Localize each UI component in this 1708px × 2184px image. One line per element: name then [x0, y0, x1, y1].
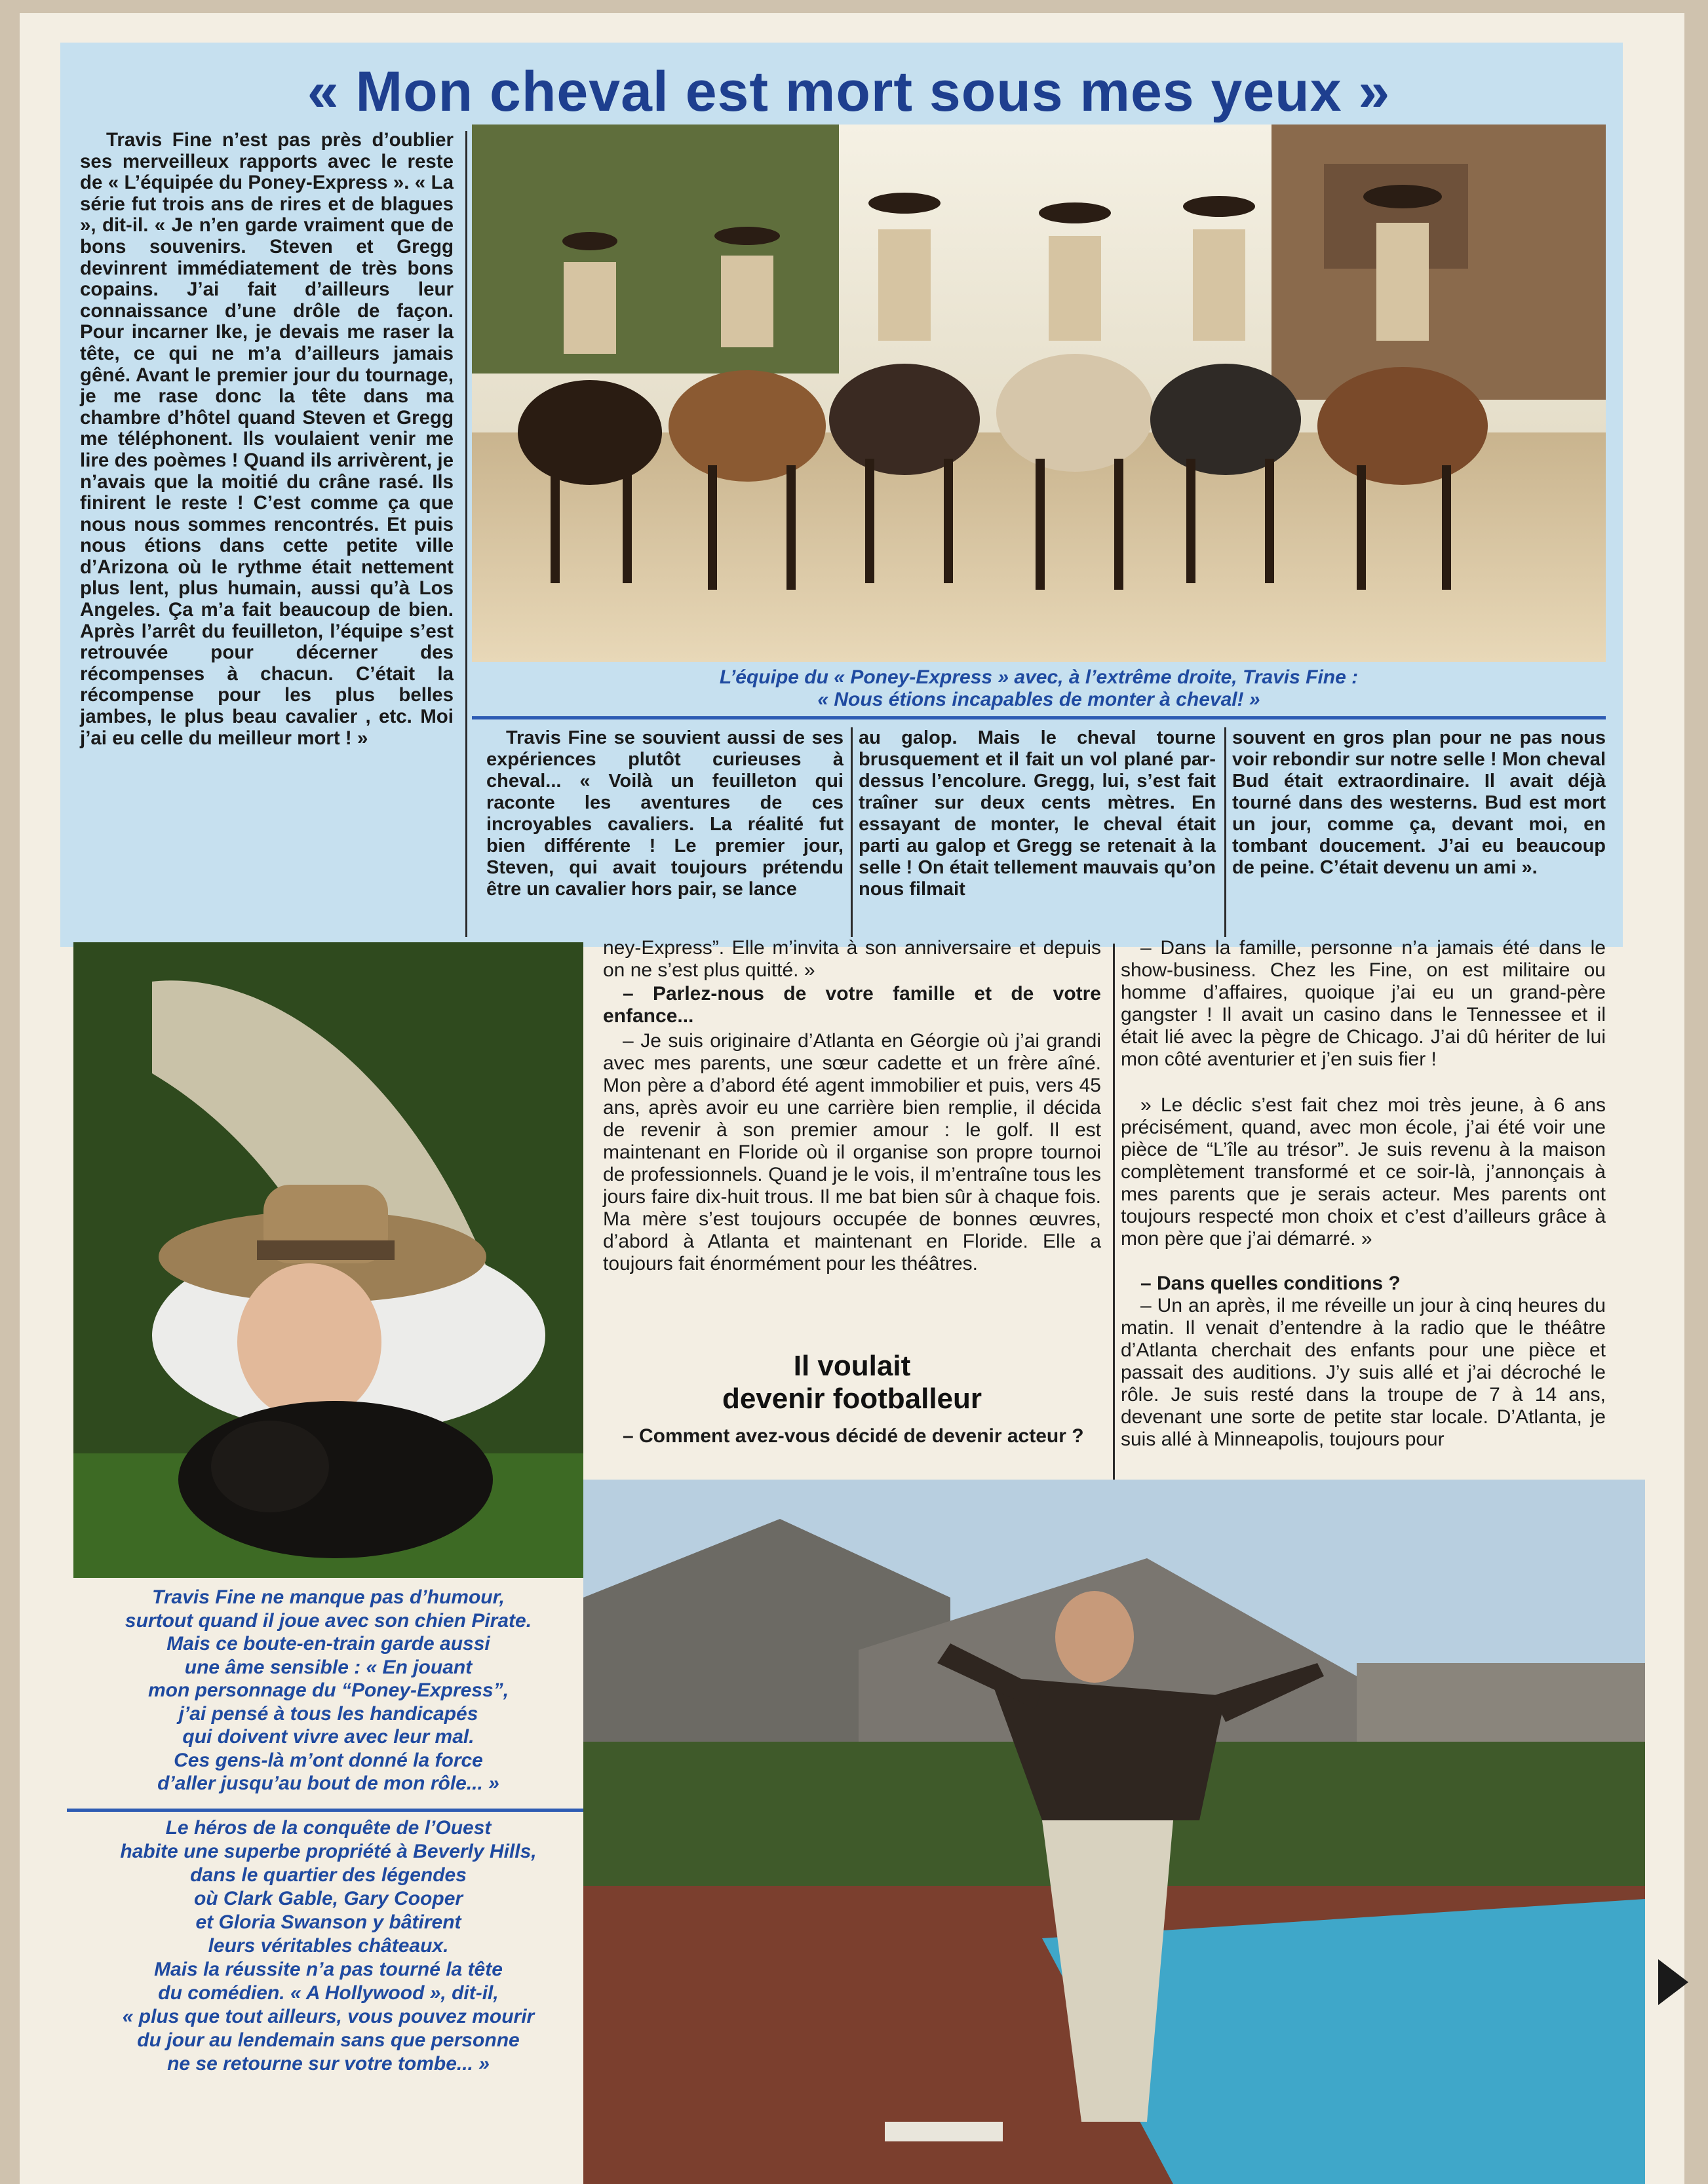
interview-col-b-2: » Le déclic s’est fait chez moi très jeune, à 6 ans précisément, quand, avec mon école, j’ai été voir une pièce de “L’île au trésor”. Je suis revenu à la maison complètement transformé et ce soir-là, j’annonçais à mes parents que je serais acteur. Mes parents ont toujours respecté mon choix et c’est d’ailleurs grâce à mon père que j’ai démarré. »: [1121, 1094, 1606, 1250]
column-divider: [465, 131, 467, 937]
magazine-page: [20, 13, 1684, 2184]
subheading: Il voulait devenir footballeur: [722, 1350, 982, 1415]
caption-rule: [67, 1809, 591, 1812]
interview-col-b-1: – Dans la famille, personne n’a jamais été dans le show-business. Chez les Fine, on est militaire ou homme d’affaires, quoique j’ai eu un grand-père gangster ! Il avait un casino dans le Tennessee et il était lié avec la pègre de Chicago. J’ai dû hériter de lui mon côté aventurier et j’en suis fier !: [1121, 937, 1606, 1070]
horse-story-col-3: souvent en gros plan pour ne pas nous voir rebondir sur notre selle ! Mon cheval Bud était extraordinaire. Il avait déjà tourné dans des westerns. Bud est mort un jour, comme ça, devant moi, en tombant doucement. J’ai eu beaucoup de peine. C’était devenu un ami ».: [1232, 727, 1606, 878]
riders-photo-illustration: [472, 125, 1606, 662]
headline: « Mon cheval est mort sous mes yeux »: [307, 60, 1391, 123]
pool-caption: Le héros de la conquête de l’Ouest habite une superbe propriété à Beverly Hills, dans le quartier des légendes où Clark Gable, Gary Cooper et Gloria Swanson y bâtirent leurs véritables châteaux. Mais la réussite n’a pas tourné la tête du comédien. « A Hollywood », dit-il, « plus que tout ailleurs, vous pouvez mourir du jour au lendemain sans que personne ne se retourne sur votre tombe... »: [120, 1817, 537, 2075]
arrow-right-icon[interactable]: [1658, 1959, 1688, 2005]
column-divider: [851, 727, 853, 937]
intro-column: Travis Fine n’est pas près d’oublier ses merveilleux rapports avec le reste de « L’équipée du Poney-Express ». « La série fut trois ans de rires et de blagues », dit-il. « Je n’en garde vraiment que de bons souvenirs. Steven et Gregg devinrent immédiatement de très bons copains. J’ai fait d’ailleurs leur connaissance d’une drôle de façon. Pour incarner Ike, je devais me raser la tête, ce qui ne m’a d’ailleurs jamais gêné. Avant le premier jour du tournage, je me rase donc la tête dans ma chambre d’hôtel quand Steven et Gregg me téléphonent. Ils voulaient venir me lire des poèmes ! Quand ils arrivèrent, je n’avais que la moitié du crâne rasé. Ils finirent le reste ! C’est comme ça que nous nous sommes rencontrés. Et puis nous étions dans cette petite ville d’Arizona où le rythme était nettement plus lent, plus humain, aussi qu’à Los Angeles. Ça m’a fait beaucoup de bien. Après l’arrêt du feuilleton, l’équipe s’est retrouvée pour décerner des récompenses à chacun. C’était la récompense pour les plus belles jambes, le plus beau cavalier , etc. Moi j’ai eu celle du meilleur mort ! »: [80, 129, 454, 749]
dog-photo: [73, 942, 583, 1578]
riders-caption: L’équipe du « Poney-Express » avec, à l’extrême droite, Travis Fine : « Nous étions incapables de monter à cheval! »: [719, 666, 1359, 710]
caption-rule: [472, 716, 1606, 719]
interview-col-b-3: – Un an après, il me réveille un jour à cinq heures du matin. Il venait d’entendre à la radio que le théâtre d’Atlanta cherchait des enfants pour une pièce et passait des auditions. J’y suis allé et j’ai décroché le rôle. Je suis resté dans la troupe de 7 à 14 ans, devenant une sorte de petite star locale. D’Atlanta, je suis allé à Minneapolis, toujours pour: [1121, 1295, 1606, 1450]
horse-story-col-1: Travis Fine se souvient aussi de ses expériences plutôt curieuses à cheval... « Voilà un feuilleton qui raconte les aventures de ces incroyables cavaliers. La réalité fut bien différente ! Le premier jour, Steven, qui avait toujours prétendu être un cavalier hors pair, se lance: [486, 727, 844, 900]
question-family: – Parlez-nous de votre famille et de votre enfance...: [603, 983, 1101, 1027]
question-conditions: – Dans quelles conditions ?: [1140, 1273, 1401, 1294]
horse-story-col-2: au galop. Mais le cheval tourne brusquement et il fait un vol plané par-dessus l’encolure. Gregg, lui, s’est fait traîner sur deux cents mètres. En essayant de monter, le cheval était parti au galop et Gregg se retenait à la selle ! On était tellement mauvais qu’on nous filmait: [859, 727, 1216, 900]
riders-photo: [472, 125, 1606, 662]
column-divider: [1224, 727, 1226, 937]
interview-col-a-lead: ney-Express”. Elle m’invita à son anniversaire et depuis on ne s’est plus quitté. »: [603, 937, 1101, 981]
pool-photo-illustration: [583, 1480, 1645, 2184]
question-actor: – Comment avez-vous décidé de devenir acteur ?: [623, 1425, 1084, 1447]
column-divider: [1113, 944, 1115, 1481]
interview-col-a-body: – Je suis originaire d’Atlanta en Géorgie où j’ai grandi avec mes parents, une sœur cadette et un frère aîné. Mon père a d’abord été agent immobilier et puis, vers 45 ans, après avoir eu une carrière bien remplie, il décida de revenir à son premier amour : le golf. Il est maintenant en Floride où il organise son propre tournoi de professionnels. Quand je le vois, il m’entraîne tous les jours faire dix-huit trous. Il me bat bien sûr à chaque fois. Ma mère s’est toujours occupée de bonnes œuvres, d’abord à Atlanta et maintenant en Floride. Elle a toujours fait énormément pour les théâtres.: [603, 1030, 1101, 1274]
dog-caption: Travis Fine ne manque pas d’humour, surtout quand il joue avec son chien Pirate. Mais ce boute-en-train garde aussi une âme sensible : « En jouant mon personnage du “Poney-Express”, j’ai pensé à tous les handicapés qui doivent vivre avec leur mal. Ces gens-là m’ont donné la force d’aller jusqu’au bout de mon rôle... »: [125, 1586, 532, 1794]
pool-photo: [583, 1480, 1645, 2184]
dog-photo-illustration: [73, 942, 583, 1578]
